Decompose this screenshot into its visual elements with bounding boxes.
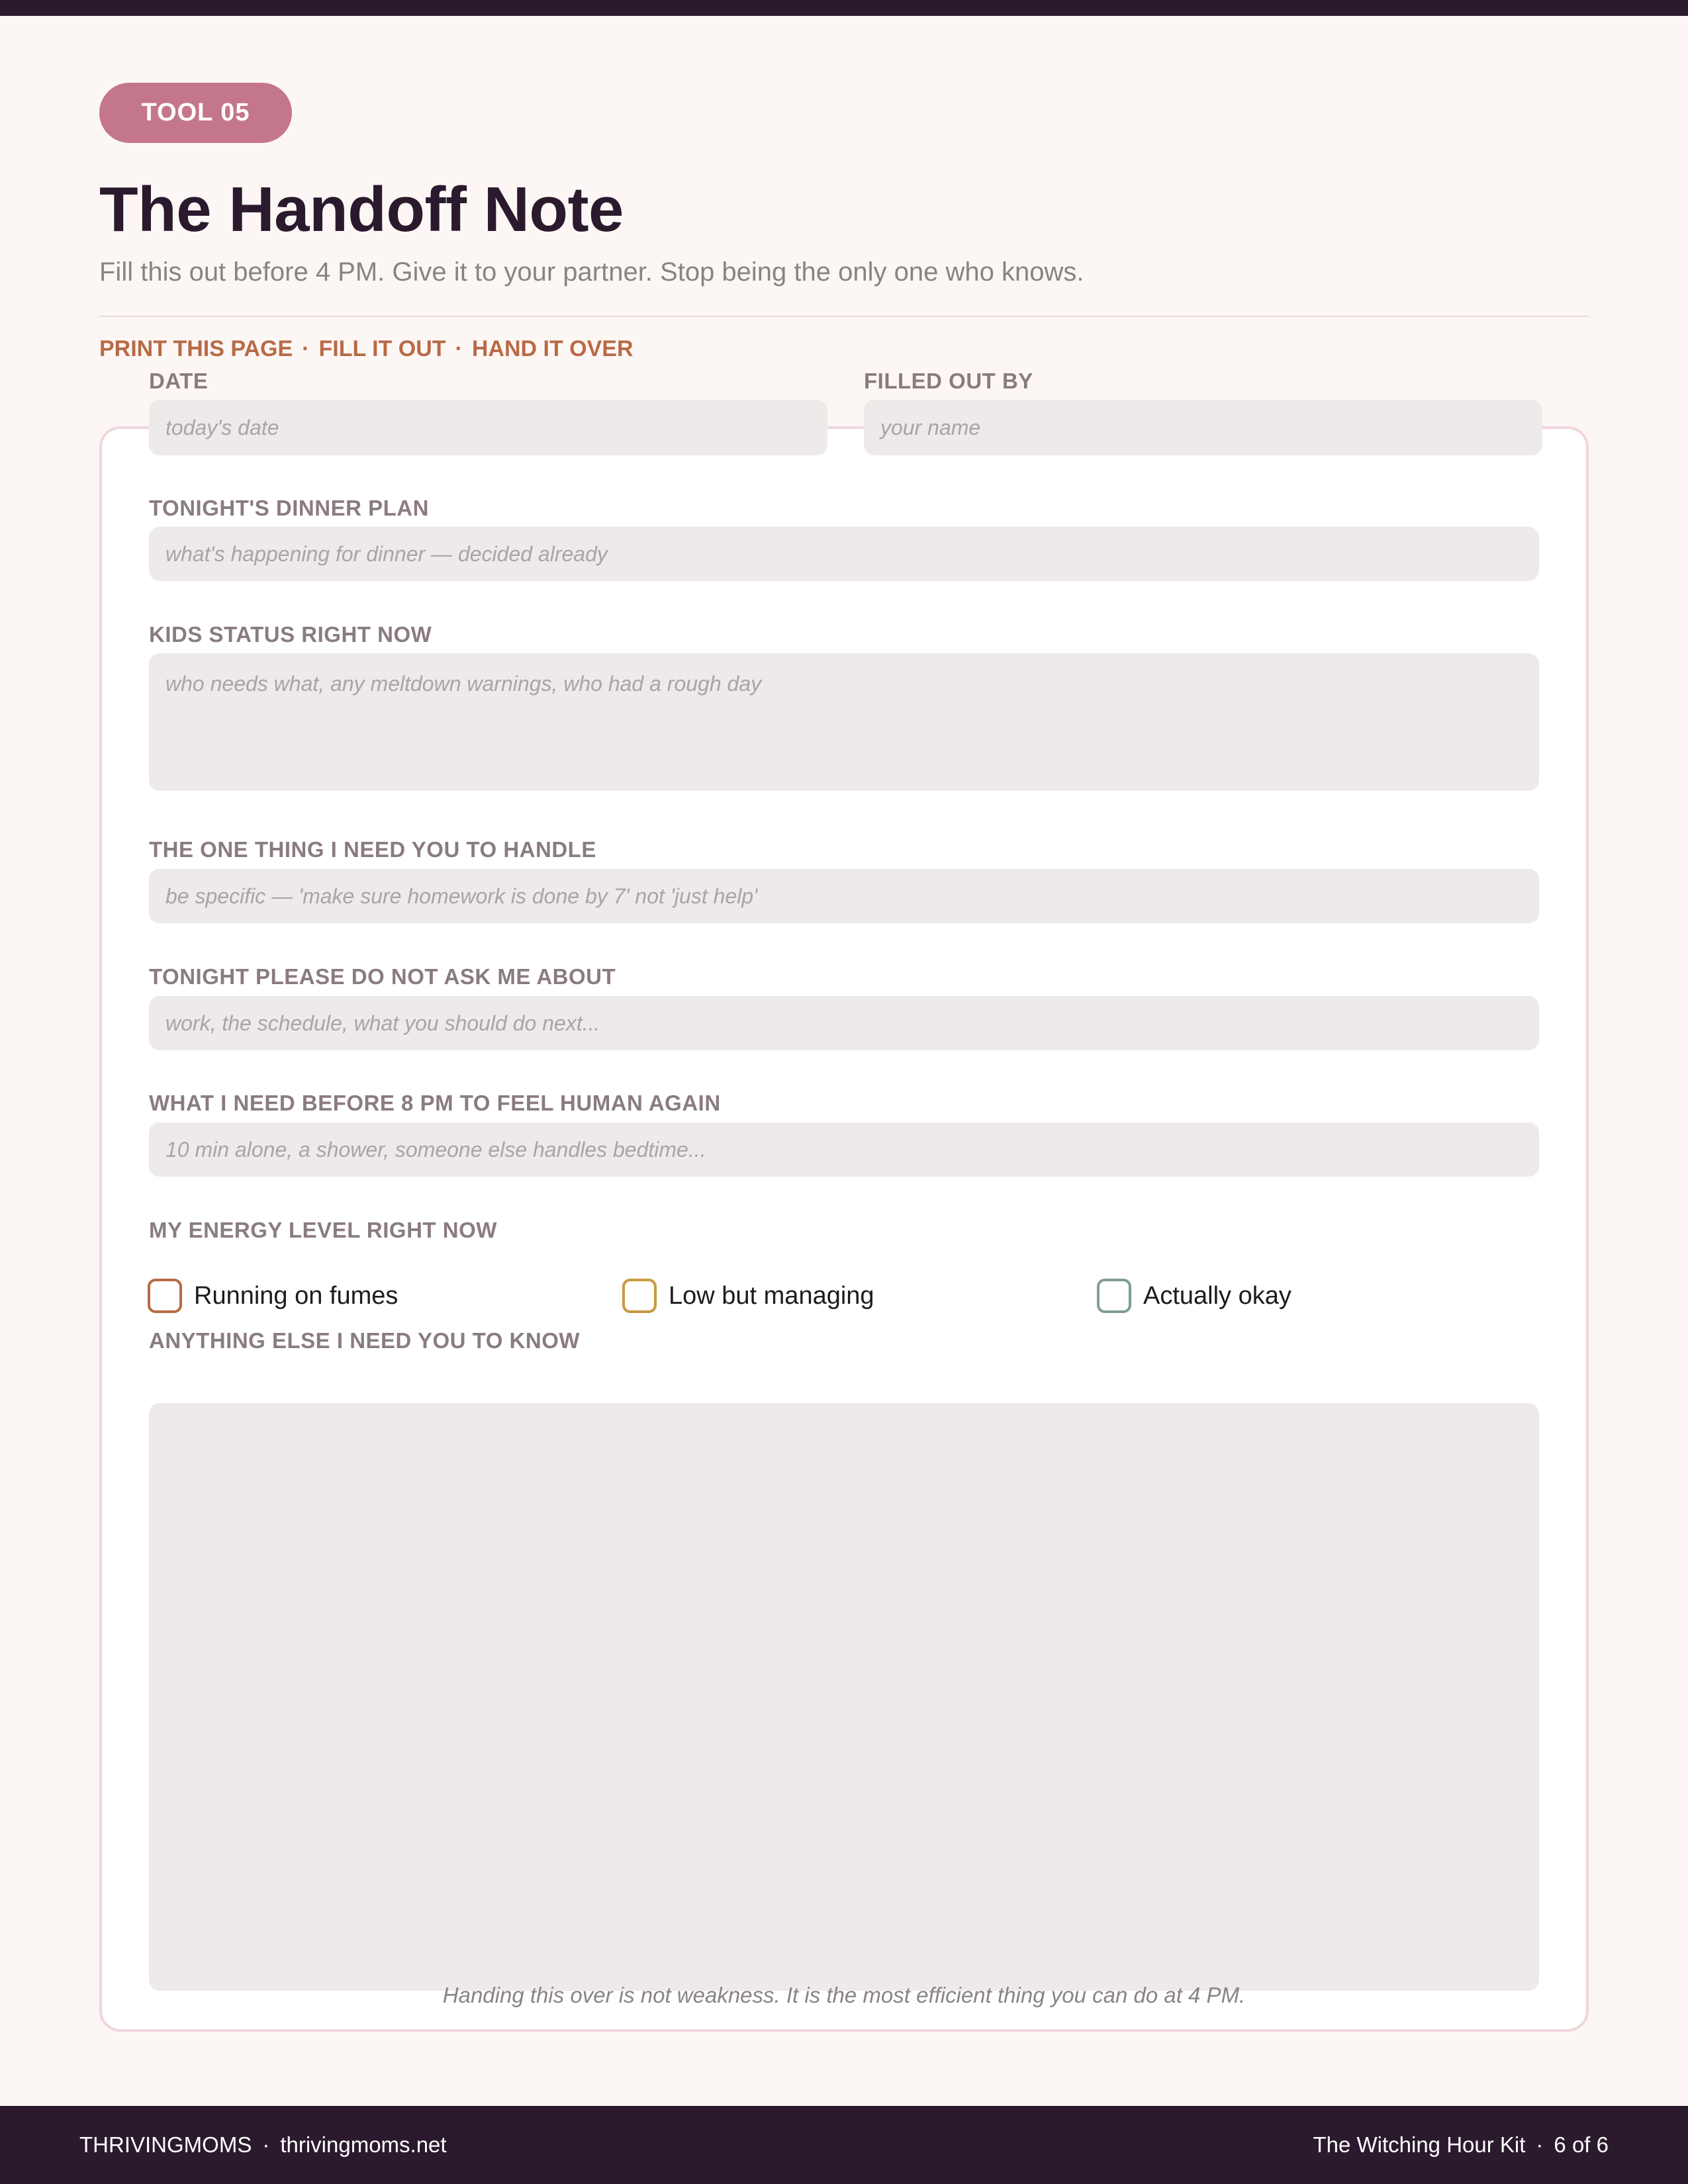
need-before-8-field[interactable]: [149, 1122, 1539, 1177]
footer-page-number: 6 of 6: [1554, 2132, 1609, 2157]
closing-note: Handing this over is not weakness. It is the most efficient thing you can do at 4 PM.: [442, 1983, 1246, 2007]
date-placeholder: today's date: [165, 415, 279, 439]
header-divider: [99, 316, 1589, 317]
dinner-plan-field[interactable]: [149, 527, 1539, 581]
filled-out-by-label: FILLED OUT BY: [864, 369, 1033, 393]
page-title: The Handoff Note: [99, 174, 624, 245]
energy-fumes-checkbox[interactable]: [148, 1279, 182, 1313]
do-not-ask-label: TONIGHT PLEASE DO NOT ASK ME ABOUT: [149, 964, 616, 989]
instruction-steps: [99, 336, 633, 362]
do-not-ask-placeholder: work, the schedule, what you should do next...: [165, 1011, 600, 1035]
energy-option-fumes[interactable]: [148, 1279, 398, 1313]
dinner-plan-label: TONIGHT'S DINNER PLAN: [149, 496, 429, 520]
page-footer: [0, 2106, 1688, 2184]
one-thing-label: THE ONE THING I NEED YOU TO HANDLE: [149, 837, 596, 862]
energy-fumes-label: Running on fumes: [194, 1281, 399, 1310]
step-fill: FILL IT OUT: [318, 336, 446, 361]
one-thing-field[interactable]: [149, 869, 1539, 923]
anything-else-label: ANYTHING ELSE I NEED YOU TO KNOW: [149, 1328, 581, 1353]
footer-separator: ·: [1536, 2132, 1544, 2157]
anything-else-field[interactable]: [149, 1403, 1539, 1991]
step-separator: ·: [455, 336, 463, 361]
energy-option-okay[interactable]: [1097, 1279, 1291, 1313]
top-bar: [0, 0, 1688, 16]
energy-okay-label: Actually okay: [1143, 1281, 1291, 1310]
step-print: PRINT THIS PAGE: [99, 336, 293, 361]
filled-out-by-field[interactable]: [864, 400, 1542, 455]
step-hand-over: HAND IT OVER: [471, 336, 633, 361]
energy-okay-checkbox[interactable]: [1097, 1279, 1131, 1313]
footer-separator: ·: [262, 2132, 270, 2157]
footer-url: thrivingmoms.net: [280, 2132, 447, 2157]
energy-low-label: Low but managing: [669, 1281, 874, 1310]
filled-out-by-placeholder: your name: [880, 415, 981, 439]
footer-brand: THRIVINGMOMS: [79, 2132, 252, 2157]
kids-status-label: KIDS STATUS RIGHT NOW: [149, 622, 432, 647]
footer-kit-group: [1313, 2106, 1609, 2184]
dinner-plan-placeholder: what's happening for dinner — decided already: [165, 541, 608, 566]
need-before-8-placeholder: 10 min alone, a shower, someone else handles bedtime...: [165, 1137, 706, 1161]
page-subtitle: Fill this out before 4 PM. Give it to your partner. Stop being the only one who knows.: [99, 257, 1084, 287]
date-label: DATE: [149, 369, 209, 393]
date-field[interactable]: [149, 400, 827, 455]
kids-status-placeholder: who needs what, any meltdown warnings, who had a rough day: [165, 672, 762, 696]
kids-status-field[interactable]: [149, 653, 1539, 791]
energy-option-low[interactable]: [622, 1279, 874, 1313]
one-thing-placeholder: be specific — 'make sure homework is done by 7' not 'just help': [165, 884, 758, 908]
do-not-ask-field[interactable]: [149, 996, 1539, 1050]
footer-brand-group: [79, 2106, 447, 2184]
energy-label: MY ENERGY LEVEL RIGHT NOW: [149, 1218, 497, 1242]
energy-low-checkbox[interactable]: [622, 1279, 657, 1313]
need-before-8-label: WHAT I NEED BEFORE 8 PM TO FEEL HUMAN AGAIN: [149, 1091, 721, 1115]
tool-badge: TOOL 05: [99, 83, 292, 143]
footer-kit-name: The Witching Hour Kit: [1313, 2132, 1526, 2157]
step-separator: ·: [302, 336, 310, 361]
